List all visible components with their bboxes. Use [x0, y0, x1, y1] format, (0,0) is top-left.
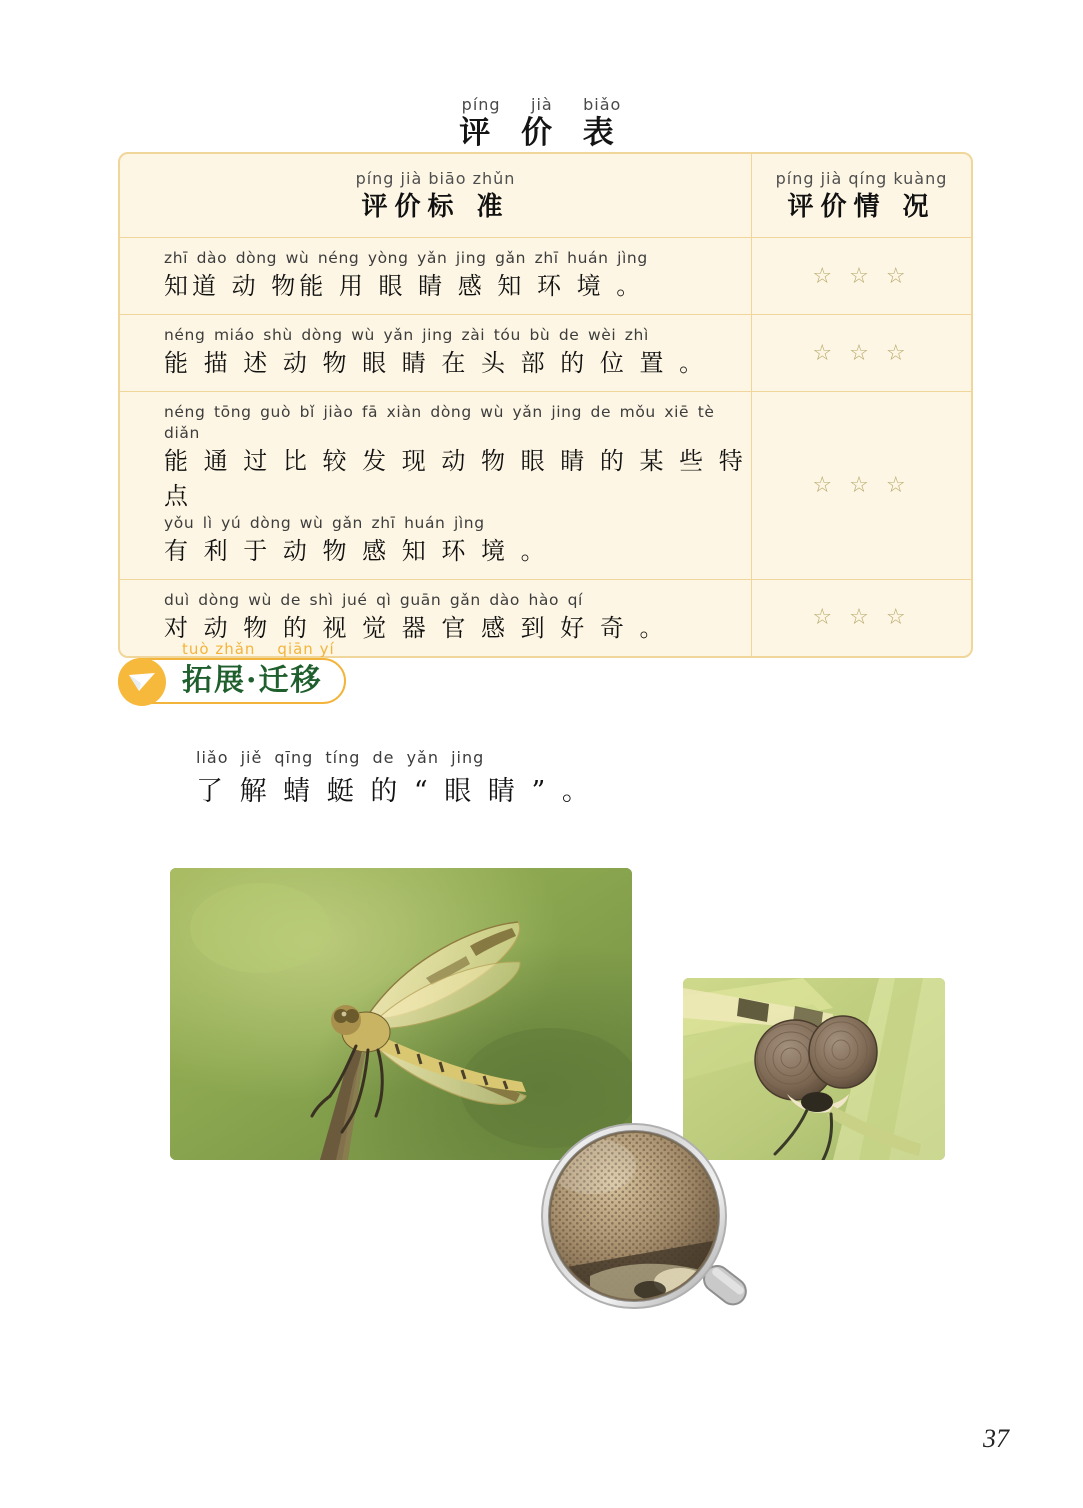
activity-text: 了 解 蜻 蜓 的 “ 眼 睛 ” 。 — [196, 776, 593, 807]
rating-cell[interactable] — [752, 580, 971, 656]
paper-plane-icon — [118, 658, 166, 706]
page-title-pinyin-3: biǎo — [583, 95, 622, 114]
criteria-cell — [120, 238, 752, 314]
activity-pinyin: liǎo jiě qīng tíng de yǎn jing — [196, 748, 485, 767]
criteria-text: 知道 动 物能 用 眼 睛 感 知 环 境 。 — [164, 272, 645, 301]
page-title-pinyin — [0, 96, 1083, 114]
section-banner-pinyin — [182, 640, 335, 658]
criteria-cell — [120, 315, 752, 391]
table-header-criteria-pinyin: píng jià biāo zhǔn — [355, 169, 516, 188]
rating-stars[interactable]: ☆ ☆ ☆ — [812, 340, 911, 366]
rating-stars[interactable]: ☆ ☆ ☆ — [812, 605, 911, 631]
activity-prompt — [196, 748, 593, 808]
evaluation-table — [118, 152, 973, 658]
page-title — [0, 96, 1083, 151]
section-banner-pill — [118, 640, 346, 704]
rating-stars[interactable]: ☆ ☆ ☆ — [812, 263, 911, 289]
rating-cell[interactable] — [752, 392, 971, 579]
criteria-text: 能 描 述 动 物 眼 睛 在 头 部 的 位 置 。 — [164, 349, 708, 378]
table-header-status — [752, 154, 971, 237]
table-header-criteria-text: 评价标 准 — [361, 192, 510, 223]
criteria-pinyin: néng miáo shù dòng wù yǎn jing zài tóu bù de wèi zhì — [164, 326, 649, 345]
table-header-row — [120, 154, 971, 238]
criteria-pinyin: néng tōng guò bǐ jiào fā xiàn dòng wù yǎn jing de mǒu xiē tè diǎn — [164, 402, 715, 442]
criteria-pinyin: zhī dào dòng wù néng yòng yǎn jing gǎn zhī huán jìng — [164, 249, 648, 268]
dragonfly-full-photo — [170, 868, 632, 1160]
table-row — [120, 392, 971, 580]
criteria-cell — [120, 392, 752, 579]
table-header-status-text: 评价情 况 — [787, 192, 936, 223]
rating-cell[interactable] — [752, 315, 971, 391]
page-number: 37 — [983, 1424, 1009, 1453]
page-title-pinyin-1: píng — [461, 95, 501, 114]
section-banner-pinyin-right: qiān yí — [277, 640, 335, 658]
section-banner-title: 拓展·迁移 — [182, 663, 323, 698]
section-banner-pinyin-left: tuò zhǎn — [182, 640, 256, 658]
table-row — [120, 238, 971, 315]
table-header-status-pinyin: píng jià qíng kuàng — [775, 169, 948, 188]
rating-stars[interactable]: ☆ ☆ ☆ — [812, 473, 911, 498]
rating-cell[interactable] — [752, 238, 971, 314]
page-title-text: 评 价 表 — [459, 114, 624, 151]
table-header-criteria — [120, 154, 752, 237]
criteria-text-line2: 有 利 于 动 物 感 知 环 境 。 — [164, 537, 549, 566]
page-title-pinyin-2: jià — [531, 95, 553, 114]
criteria-pinyin: duì dòng wù de shì jué qì guān gǎn dào hào qí — [164, 591, 583, 610]
section-banner — [118, 640, 346, 707]
criteria-text: 对 动 物 的 视 觉 器 官 感 到 好 奇 。 — [164, 614, 668, 642]
compound-eye-closeup-photo — [530, 1120, 758, 1320]
criteria-text: 能 通 过 比 较 发 现 动 物 眼 睛 的 某 些 特 点 — [164, 446, 747, 510]
table-row — [120, 315, 971, 392]
criteria-pinyin-line2: yǒu lì yú dòng wù gǎn zhī huán jìng — [164, 514, 485, 533]
